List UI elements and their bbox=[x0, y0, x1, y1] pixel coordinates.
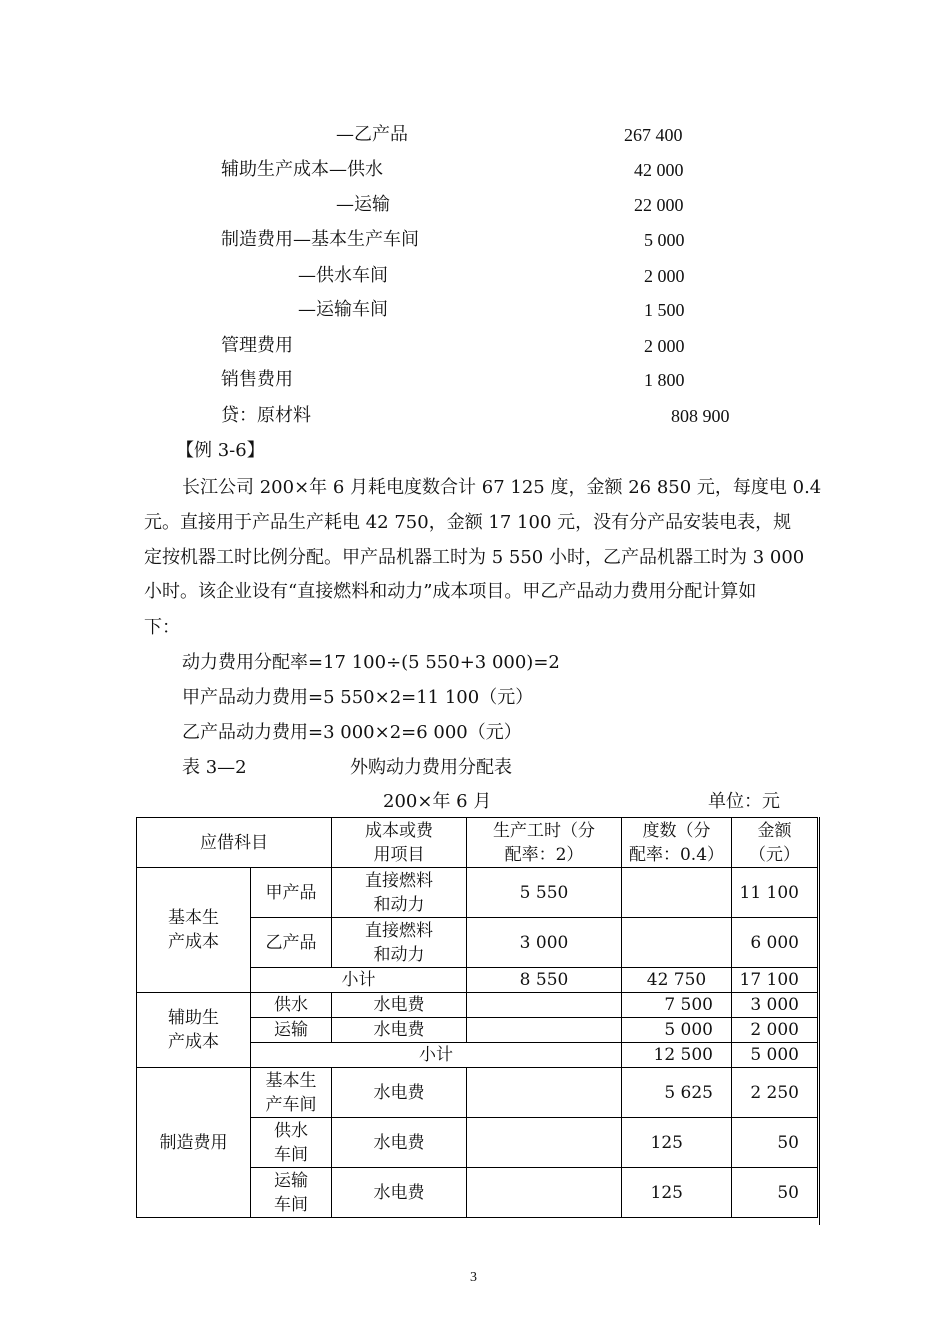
row-name: 运输 车间 bbox=[251, 1168, 332, 1218]
journal-amount-mfg-transport: 1 500 bbox=[644, 300, 685, 320]
journal-credit-amount: 808 900 bbox=[671, 406, 730, 426]
row-hours: 3 000 bbox=[467, 918, 622, 968]
row-name: 供水 车间 bbox=[251, 1118, 332, 1168]
subtotal-kwh: 12 500 bbox=[622, 1043, 732, 1068]
row-amount: 2 250 bbox=[732, 1068, 818, 1118]
row-name: 供水 bbox=[251, 993, 332, 1018]
row-kwh: 5 625 bbox=[622, 1068, 732, 1118]
row-item: 直接燃料 和动力 bbox=[332, 868, 467, 918]
row-item: 水电费 bbox=[332, 993, 467, 1018]
journal-credit-account: 贷：原材料 bbox=[221, 405, 311, 426]
journal-account-admin: 管理费用 bbox=[221, 335, 293, 356]
table-date: 200×年 6 月 bbox=[383, 791, 492, 812]
table-row bbox=[137, 1068, 818, 1118]
row-item: 水电费 bbox=[332, 1068, 467, 1118]
row-hours bbox=[467, 1018, 622, 1043]
row-amount: 50 bbox=[732, 1168, 818, 1218]
journal-account-sales: 销售费用 bbox=[221, 369, 293, 390]
row-amount: 11 100 bbox=[732, 868, 818, 918]
group-basic-production: 基本生 产成本 bbox=[137, 868, 251, 993]
journal-account-water: 辅助生产成本—供水 bbox=[221, 159, 383, 180]
row-kwh: 125 bbox=[622, 1168, 732, 1218]
row-name: 基本生 产车间 bbox=[251, 1068, 332, 1118]
example-paragraph-line: 定按机器工时比例分配。甲产品机器工时为 5 550 小时，乙产品机器工时为 3 000 bbox=[144, 547, 805, 568]
journal-account-transport: —运输 bbox=[336, 194, 390, 215]
row-kwh: 5 000 bbox=[622, 1018, 732, 1043]
journal-amount-mfg-basic: 5 000 bbox=[644, 230, 685, 250]
row-hours: 5 550 bbox=[467, 868, 622, 918]
header-amount: 金额 （元） bbox=[732, 818, 818, 868]
example-paragraph-line: 长江公司 200×年 6 月耗电度数合计 67 125 度，金额 26 850 元，每度电 0.4 bbox=[182, 477, 822, 498]
journal-account-mfg-basic: 制造费用—基本生产车间 bbox=[221, 229, 419, 250]
page-number: 3 bbox=[470, 1270, 477, 1285]
row-kwh: 7 500 bbox=[622, 993, 732, 1018]
row-item: 水电费 bbox=[332, 1168, 467, 1218]
table-row bbox=[137, 993, 818, 1018]
group-auxiliary-production: 辅助生 产成本 bbox=[137, 993, 251, 1068]
journal-amount-water: 42 000 bbox=[634, 160, 684, 180]
row-amount: 3 000 bbox=[732, 993, 818, 1018]
row-hours bbox=[467, 1168, 622, 1218]
allocation-table bbox=[136, 817, 818, 1218]
journal-amount-transport: 22 000 bbox=[634, 195, 684, 215]
row-hours bbox=[467, 1068, 622, 1118]
subtotal-label: 小计 bbox=[251, 968, 467, 993]
table-row bbox=[137, 868, 818, 918]
journal-account-mfg-water: —供水车间 bbox=[298, 265, 388, 286]
row-amount: 2 000 bbox=[732, 1018, 818, 1043]
calc-yi: 乙产品动力费用=3 000×2=6 000（元） bbox=[182, 722, 522, 743]
journal-amount-mfg-water: 2 000 bbox=[644, 266, 685, 286]
header-account: 应借科目 bbox=[137, 818, 332, 868]
row-name: 甲产品 bbox=[251, 868, 332, 918]
header-hours: 生产工时（分 配率：2） bbox=[467, 818, 622, 868]
subtotal-kwh: 42 750 bbox=[622, 968, 732, 993]
row-amount: 50 bbox=[732, 1118, 818, 1168]
row-kwh bbox=[622, 918, 732, 968]
header-item: 成本或费 用项目 bbox=[332, 818, 467, 868]
journal-account-mfg-transport: —运输车间 bbox=[298, 299, 388, 320]
row-item: 水电费 bbox=[332, 1118, 467, 1168]
example-heading: 【例 3-6】 bbox=[176, 440, 265, 461]
row-item: 直接燃料 和动力 bbox=[332, 918, 467, 968]
subtotal-amount: 5 000 bbox=[732, 1043, 818, 1068]
table-title: 外购动力费用分配表 bbox=[350, 757, 512, 778]
table-label: 表 3—2 bbox=[182, 757, 247, 778]
row-name: 乙产品 bbox=[251, 918, 332, 968]
journal-amount-yi: 267 400 bbox=[624, 125, 683, 145]
table-unit: 单位：元 bbox=[708, 791, 780, 812]
journal-amount-admin: 2 000 bbox=[644, 336, 685, 356]
row-kwh: 125 bbox=[622, 1118, 732, 1168]
header-kwh: 度数（分 配率：0.4） bbox=[622, 818, 732, 868]
example-paragraph-line: 小时。该企业设有“直接燃料和动力”成本项目。甲乙产品动力费用分配计算如 bbox=[144, 581, 757, 602]
group-manufacturing-overhead: 制造费用 bbox=[137, 1068, 251, 1218]
journal-amount-sales: 1 800 bbox=[644, 370, 685, 390]
subtotal-label: 小计 bbox=[251, 1043, 622, 1068]
table-right-double-border bbox=[819, 817, 820, 1225]
row-hours bbox=[467, 993, 622, 1018]
calc-rate: 动力费用分配率=17 100÷(5 550+3 000)=2 bbox=[182, 652, 560, 673]
calc-jia: 甲产品动力费用=5 550×2=11 100（元） bbox=[182, 687, 534, 708]
row-amount: 6 000 bbox=[732, 918, 818, 968]
row-hours bbox=[467, 1118, 622, 1168]
row-kwh bbox=[622, 868, 732, 918]
subtotal-hours: 8 550 bbox=[467, 968, 622, 993]
table-header-row bbox=[137, 818, 818, 868]
journal-account-yi: —乙产品 bbox=[336, 124, 408, 145]
example-paragraph-line: 元。直接用于产品生产耗电 42 750，金额 17 100 元，没有分产品安装电表，规 bbox=[144, 512, 792, 533]
row-name: 运输 bbox=[251, 1018, 332, 1043]
subtotal-amount: 17 100 bbox=[732, 968, 818, 993]
row-item: 水电费 bbox=[332, 1018, 467, 1043]
example-paragraph-line: 下： bbox=[144, 617, 180, 638]
